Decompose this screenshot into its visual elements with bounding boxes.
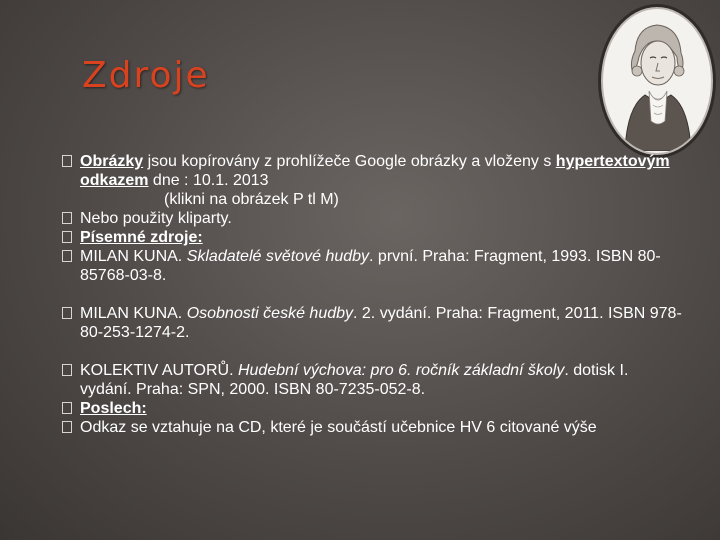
list-item: Nebo použity kliparty. xyxy=(62,209,682,228)
list-item: MILAN KUNA. Osobnosti české hudby. 2. vydání. Praha: Fragment, 2011. ISBN 978-80-253-1274-2. xyxy=(62,304,682,342)
bullet-marker-icon xyxy=(62,155,72,167)
sources-list xyxy=(62,152,682,437)
list-item: Odkaz se vztahuje na CD, které je součástí učebnice HV 6 citované výše xyxy=(62,418,682,437)
bullet-marker-icon xyxy=(62,364,72,376)
bullet-marker-icon xyxy=(62,307,72,319)
bullet-marker-icon xyxy=(62,250,72,262)
portrait-engraving-icon xyxy=(601,7,713,155)
bullet-marker-icon xyxy=(62,421,72,433)
bullet-marker-icon xyxy=(62,231,72,243)
slide-title: Zdroje xyxy=(82,55,210,96)
list-item: Obrázky jsou kopírovány z prohlížeče Google obrázky a vloženy s hypertextovým odkazem dne : 10.1. 2013 (klikni na obrázek P tl M) xyxy=(62,152,682,209)
list-item xyxy=(62,399,682,418)
bullet-marker-icon xyxy=(62,402,72,414)
list-item xyxy=(62,228,682,247)
list-item: MILAN KUNA. Skladatelé světové hudby. první. Praha: Fragment, 1993. ISBN 80-85768-03-8. xyxy=(62,247,682,285)
images-link[interactable]: Obrázky xyxy=(80,153,144,170)
list-item: KOLEKTIV AUTORŮ. Hudební výchova: pro 6. ročník základní školy. dotisk I. vydání. Praha: SPN, 2000. ISBN 80-7235-052-8. xyxy=(62,361,682,399)
bullet-marker-icon xyxy=(62,212,72,224)
portrait-frame[interactable] xyxy=(598,4,716,158)
written-sources-heading: Písemné zdroje: xyxy=(80,229,203,246)
listening-heading: Poslech: xyxy=(80,400,147,417)
hyperlink-text[interactable]: hypertextovým odkazem xyxy=(80,153,670,189)
